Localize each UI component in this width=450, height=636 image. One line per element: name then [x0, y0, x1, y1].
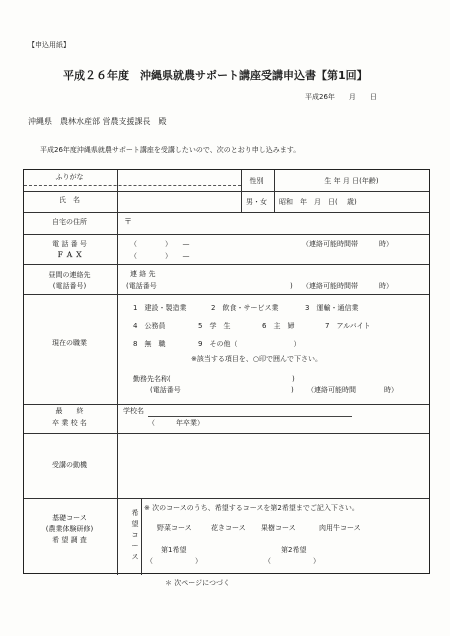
col-divider: [141, 498, 142, 575]
daytime-label: 昼間の連絡先: [48, 271, 91, 279]
name-label: 氏 名: [59, 196, 80, 204]
fax-label: Ｆ Ａ Ｘ: [56, 251, 83, 259]
motive-label: 受講の動機: [52, 461, 87, 469]
daytime-hours[interactable]: （連絡可能時間帯 時）: [302, 282, 393, 290]
row-divider: [24, 433, 429, 434]
job-option-7[interactable]: 7 アルバイト: [325, 322, 371, 330]
birth-header: 生 年 月 日(年齢): [324, 177, 379, 185]
daytime-close: ): [290, 282, 293, 290]
job-option-8[interactable]: 8 無 職: [133, 340, 166, 348]
school-label-1: 最 終: [55, 407, 84, 415]
second-choice-field[interactable]: （ ）: [264, 557, 320, 565]
row-divider: [24, 498, 429, 499]
job-option-6[interactable]: 6 主 婦: [262, 322, 295, 330]
phone-label: 電 話 番 号: [52, 240, 87, 248]
course-beef[interactable]: 肉用牛コース: [319, 524, 361, 532]
course-label-2: (農業体験研修): [45, 525, 94, 533]
gender-label: 性別: [249, 177, 264, 185]
date-line: 平成26年 月 日: [305, 93, 377, 101]
course-label-3: 希 望 調 査: [52, 536, 87, 544]
job-label: 現在の職業: [52, 339, 87, 347]
first-choice-label: 第1希望: [161, 546, 187, 554]
col-divider: [117, 191, 118, 575]
page-title: 平成２６年度 沖縄県就農サポート講座受講申込書【第1回】: [63, 69, 368, 82]
row-divider: [24, 294, 429, 295]
row-divider: [24, 404, 429, 405]
course-vegetable[interactable]: 野菜コース: [157, 524, 192, 532]
course-fruit[interactable]: 果樹コース: [261, 524, 296, 532]
course-label-1: 基礎コース: [52, 514, 87, 522]
first-choice-field[interactable]: （ ）: [146, 557, 202, 565]
daytime-contact: 連 絡 先: [130, 270, 156, 278]
grad-year[interactable]: （ 年卒業）: [148, 419, 204, 427]
course-flower[interactable]: 花きコース: [211, 524, 246, 532]
school-label-2: 卒 業 校 名: [52, 419, 87, 427]
job-option-4[interactable]: 4 公務員: [133, 322, 166, 330]
row-divider: [24, 264, 429, 265]
job-option-1[interactable]: 1 建設・製造業: [133, 304, 187, 312]
daytime-sub-label: (電話番号): [52, 282, 87, 290]
gender-options[interactable]: 男・女: [246, 198, 267, 206]
second-choice-label: 第2希望: [281, 546, 307, 554]
job-option-2[interactable]: 2 飲食・サービス業: [211, 304, 279, 312]
doc-label: 【申込用紙】: [28, 41, 70, 49]
job-option-9[interactable]: 9 その他（ ）: [198, 340, 301, 348]
postal-mark[interactable]: 〒: [124, 217, 132, 226]
employer-close: ): [292, 375, 295, 383]
address-label: 自宅の住所: [52, 218, 87, 226]
row-divider: [24, 212, 429, 213]
fax-value[interactable]: （ ） —: [130, 252, 190, 260]
birth-value[interactable]: 昭和 年 月 日( 歳): [279, 198, 357, 206]
school-name-label[interactable]: 学校名: [123, 407, 144, 415]
employer-phone[interactable]: (電話番号: [150, 386, 181, 394]
daytime-phone[interactable]: (電話番号: [126, 282, 157, 290]
furigana-label: ふりがな: [55, 173, 84, 181]
furigana-divider: [24, 185, 241, 186]
job-note: ※該当する項目を、○印で囲んで下さい。: [191, 355, 322, 363]
phone-value[interactable]: （ ） —: [130, 240, 190, 248]
intro-text: 平成26年度沖縄県就農サポート講座を受講したいので、次のとおり申し込みます。: [40, 146, 301, 154]
row-divider: [24, 191, 429, 192]
col-divider: [274, 170, 275, 212]
employer-phone-close: ): [291, 386, 294, 394]
contact-hours[interactable]: （連絡可能時間帯 時）: [302, 240, 393, 248]
col-divider: [117, 170, 118, 191]
job-option-3[interactable]: 3 運輸・通信業: [305, 304, 359, 312]
row-divider: [24, 234, 429, 235]
course-note: ※ 次のコースのうち、希望するコースを第2希望までご記入下さい。: [144, 504, 359, 512]
employer-hours[interactable]: （連絡可能時間 時）: [307, 386, 398, 394]
school-name-underline: [148, 416, 352, 417]
footer-note: ＊ 次ページにつづく: [165, 579, 230, 587]
job-option-5[interactable]: 5 学 生: [198, 322, 231, 330]
employer-label[interactable]: 勤務先名称(: [133, 375, 171, 383]
addressee: 沖縄県 農林水産部 営農支援課長 殿: [28, 117, 167, 126]
course-vertical-label: 希望コース: [131, 509, 139, 561]
